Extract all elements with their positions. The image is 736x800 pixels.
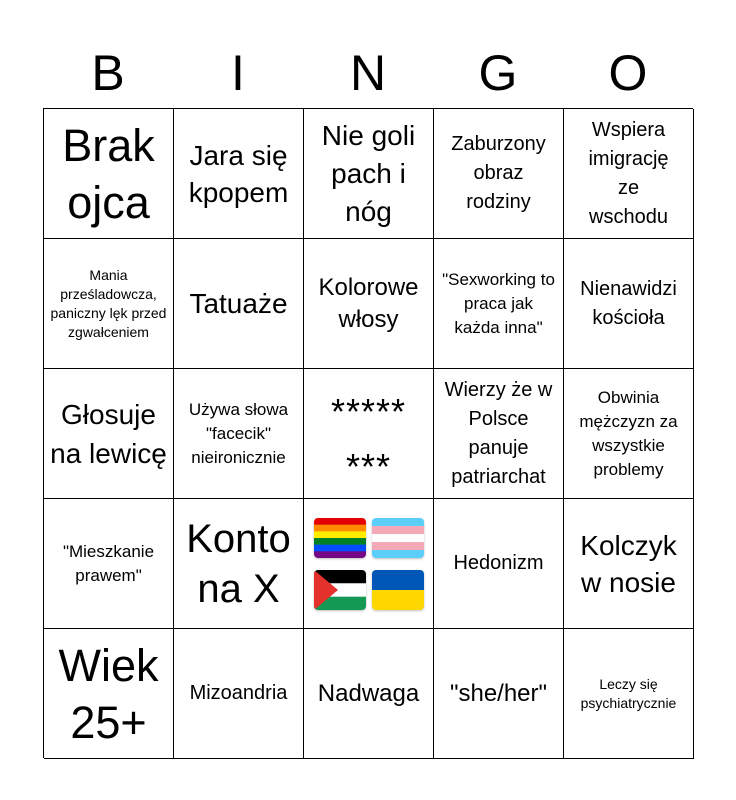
cell-label: "Sexworking to praca jak każda inna" — [442, 269, 555, 337]
bingo-cell[interactable] — [174, 109, 304, 239]
cell-label: Leczy się psychiatrycznie — [580, 675, 677, 711]
cell-label: Wierzy że w Polsce panuje patriarchat — [444, 378, 553, 488]
palestine-flag-icon — [314, 570, 366, 610]
bingo-cell[interactable] — [44, 239, 174, 369]
bingo-cell[interactable] — [44, 369, 174, 499]
bingo-grid — [43, 108, 693, 758]
bingo-cell-flags[interactable] — [304, 499, 434, 629]
flags-group — [314, 518, 424, 610]
cell-label: Brak ojca — [62, 119, 155, 228]
bingo-cell[interactable] — [304, 369, 434, 499]
bingo-header — [43, 38, 693, 108]
cell-label: Nie goli pach i nóg — [321, 119, 416, 227]
cell-label: "Mieszkanie prawem" — [62, 541, 155, 585]
bingo-cell[interactable] — [434, 369, 564, 499]
bingo-cell[interactable] — [174, 629, 304, 759]
bingo-cell[interactable] — [564, 239, 694, 369]
cell-label: Wspiera imigrację ze wschodu — [588, 118, 669, 228]
cell-label: Mania prześladowcza, paniczny lęk przed zgwałceniem — [50, 266, 167, 340]
bingo-cell[interactable] — [174, 239, 304, 369]
cell-label: ***** *** — [330, 390, 407, 487]
bingo-cell[interactable] — [304, 239, 434, 369]
bingo-cell[interactable] — [304, 109, 434, 239]
header-letter-n: N — [349, 45, 387, 101]
cell-label: Hedonizm — [453, 552, 544, 574]
cell-label: Nienawidzi kościoła — [580, 277, 677, 329]
bingo-cell[interactable] — [434, 239, 564, 369]
bingo-cell[interactable] — [174, 369, 304, 499]
cell-label: Wiek 25+ — [58, 639, 159, 748]
cell-label: Obwinia mężczyzn za wszystkie problemy — [579, 387, 678, 479]
bingo-cell[interactable] — [564, 499, 694, 629]
ukraine-flag-icon — [372, 570, 424, 610]
cell-label: Konto na X — [186, 516, 291, 611]
cell-label: Tatuaże — [189, 288, 288, 319]
bingo-cell[interactable] — [44, 109, 174, 239]
cell-label: Kolorowe włosy — [318, 273, 419, 333]
bingo-cell[interactable] — [564, 369, 694, 499]
transgender-flag-icon — [372, 518, 424, 558]
cell-label: Kolczyk w nosie — [580, 529, 677, 598]
header-letter-o: O — [608, 45, 648, 101]
header-letter-b: B — [91, 45, 125, 101]
bingo-cell[interactable] — [564, 109, 694, 239]
cell-label: Nadwaga — [317, 679, 420, 707]
bingo-cell[interactable] — [304, 629, 434, 759]
header-letter-i: I — [231, 45, 245, 101]
cell-label: "she/her" — [449, 679, 548, 707]
bingo-cell[interactable] — [44, 629, 174, 759]
bingo-cell[interactable] — [434, 499, 564, 629]
bingo-cell[interactable] — [564, 629, 694, 759]
bingo-cell[interactable] — [434, 629, 564, 759]
cell-label: Głosuje na lewicę — [50, 398, 167, 469]
rainbow-flag-icon — [314, 518, 366, 558]
cell-label: Zaburzony obraz rodziny — [451, 133, 546, 213]
cell-label: Używa słowa "facecik" nieironicznie — [188, 399, 289, 467]
bingo-cell[interactable] — [174, 499, 304, 629]
header-letter-g: G — [478, 45, 518, 101]
bingo-cell[interactable] — [44, 499, 174, 629]
cell-label: Mizoandria — [189, 682, 288, 704]
cell-label: Jara się kpopem — [188, 139, 289, 208]
bingo-cell[interactable] — [434, 109, 564, 239]
